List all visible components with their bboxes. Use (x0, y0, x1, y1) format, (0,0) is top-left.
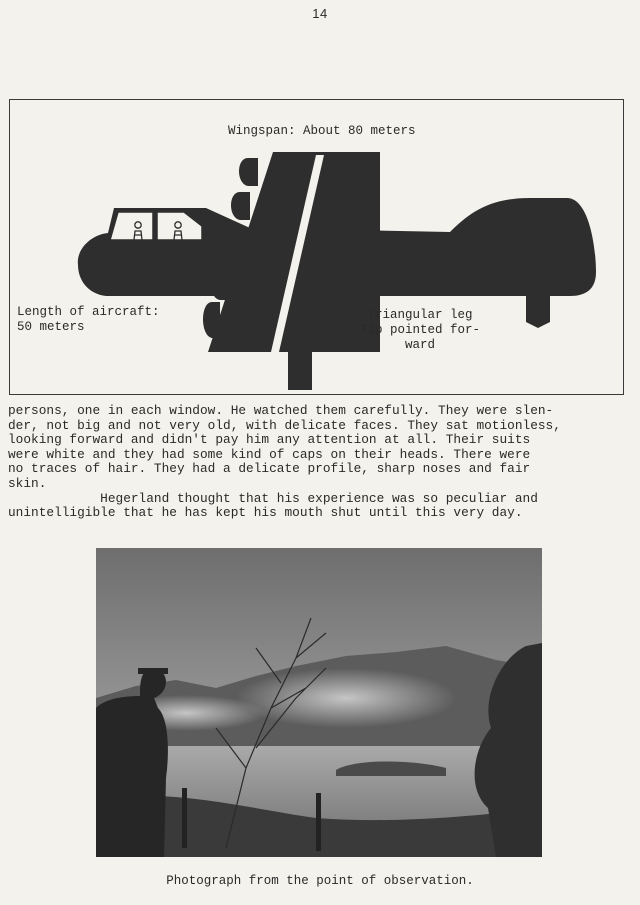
cockpit-window-left (110, 212, 153, 240)
aircraft-diagram (9, 99, 624, 395)
body-text (8, 404, 636, 521)
wingspan-label: Wingspan: About 80 meters (228, 124, 416, 138)
aircraft-drawing (10, 100, 622, 393)
wing-pod-1 (239, 158, 258, 186)
hat-brim (138, 668, 168, 674)
body-line: Hegerland thought that his experience was so peculiar and (8, 490, 538, 506)
landscape-photograph (96, 548, 542, 857)
photo-scene (96, 548, 542, 857)
triangular-leg-label: Triangular leg Tip pointed for- ward (360, 308, 481, 352)
page-number: 14 (312, 6, 328, 21)
rear-triangular-leg (526, 294, 550, 328)
mist-cloud (236, 668, 456, 728)
front-landing-leg (288, 350, 312, 390)
body-line: skin. (8, 475, 47, 491)
body-line: persons, one in each window. He watched them carefully. They were slen- (8, 403, 554, 418)
body-line: were white and they had some kind of caps on their heads. There were (8, 446, 531, 462)
aircraft-length-label: Length of aircraft: 50 meters (17, 305, 160, 334)
body-line: unintelligible that he has kept his mouth shut until this very day. (8, 505, 523, 521)
photo-caption: Photograph from the point of observation. (166, 874, 474, 888)
body-line: der, not big and not very old, with delicate faces. They sat motionless, (8, 417, 561, 433)
body-line: looking forward and didn't pay him any attention at all. Their suits (8, 432, 531, 448)
fence-post (182, 788, 187, 848)
wing-pod-2 (231, 192, 250, 220)
fence-post (316, 793, 321, 851)
body-line: no traces of hair. They had a delicate profile, sharp noses and fair (8, 461, 531, 477)
